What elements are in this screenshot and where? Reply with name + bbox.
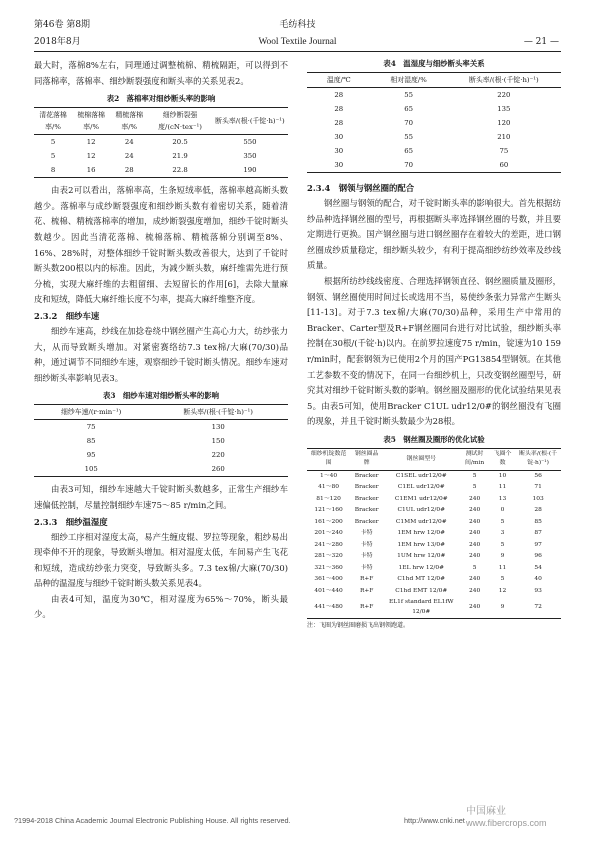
table-cell: 65 bbox=[404, 147, 413, 155]
table-cell: 240 bbox=[468, 507, 481, 514]
table-cell: 21.9 bbox=[172, 152, 188, 161]
table-cell: 28 bbox=[334, 105, 344, 113]
table5-note: 注：飞圈为钢丝圈磨损飞出钢领跑道。 bbox=[307, 622, 410, 630]
table-cell: 550 bbox=[243, 138, 257, 147]
table-row bbox=[307, 540, 561, 552]
table-cell: 85 bbox=[534, 518, 542, 525]
table-cell: C1hd MT 12/0# bbox=[397, 576, 446, 583]
table-cell: 卡特 bbox=[360, 530, 373, 537]
table2-header: 梳棉落棉率/% bbox=[72, 108, 110, 135]
table-row bbox=[307, 597, 561, 619]
table2 bbox=[34, 107, 288, 178]
header-journal-cn: 毛纺科技 bbox=[279, 20, 316, 30]
header-page-number: — 21 — bbox=[523, 37, 559, 47]
table-cell: 9 bbox=[490, 597, 515, 619]
table-cell: 71 bbox=[534, 484, 542, 491]
table-cell: 12 bbox=[86, 152, 96, 161]
table-row bbox=[307, 88, 561, 103]
table-cell: 87 bbox=[534, 530, 542, 537]
table-cell: 3 bbox=[500, 530, 505, 537]
table-cell: 24 bbox=[124, 138, 134, 147]
table4-header: 温度/℃ bbox=[307, 73, 371, 88]
table2-header: 清花落棉率/% bbox=[34, 108, 72, 135]
table-cell: 28 bbox=[110, 163, 148, 178]
table2-header: 断头率/(根·(千锭·h)⁻¹) bbox=[212, 108, 288, 135]
table-cell: 150 bbox=[211, 437, 225, 446]
table-cell: R+F bbox=[359, 587, 374, 594]
table3 bbox=[34, 404, 288, 477]
table-cell: 55 bbox=[404, 133, 413, 141]
table-row bbox=[307, 505, 561, 517]
table-cell: 8 bbox=[34, 163, 72, 178]
table-row bbox=[307, 494, 561, 506]
table5 bbox=[307, 448, 561, 620]
table-cell: 11 bbox=[498, 564, 507, 571]
table-cell: 55 bbox=[404, 91, 413, 99]
table-cell: 321～360 bbox=[314, 564, 343, 571]
table-cell: 28 bbox=[334, 91, 344, 99]
table-cell: 60 bbox=[447, 158, 561, 173]
table-cell: 260 bbox=[148, 462, 288, 477]
table-cell: Bracker bbox=[354, 507, 379, 514]
table5-header: 测试时间/min bbox=[459, 448, 489, 470]
table-cell: EL1f standard EL1fW 12/0# bbox=[383, 597, 459, 619]
table-cell: Bracker bbox=[354, 495, 379, 502]
table-cell: C1hd EMT 12/0# bbox=[395, 587, 448, 594]
table4 bbox=[307, 72, 561, 173]
table-cell: 190 bbox=[212, 163, 288, 178]
table-cell: 350 bbox=[243, 152, 257, 161]
table-cell: 161～200 bbox=[314, 518, 343, 525]
header-journal-en: Wool Textile Journal bbox=[258, 37, 337, 47]
table-row bbox=[307, 102, 561, 116]
table-cell: 24 bbox=[124, 152, 134, 161]
table-cell: 441～480 bbox=[307, 597, 350, 619]
table-cell: 5 bbox=[472, 472, 477, 479]
section-heading-2-3-3: 2.3.3 细纱温湿度 bbox=[34, 516, 108, 527]
table-cell: 93 bbox=[534, 587, 542, 594]
table-cell: Bracker bbox=[354, 484, 379, 491]
table-cell: 105 bbox=[34, 462, 148, 477]
table-row bbox=[307, 528, 561, 540]
table-cell: 81～120 bbox=[316, 495, 341, 502]
table-cell: 240 bbox=[468, 518, 481, 525]
footer-site-link[interactable]: http://www.cnki.net bbox=[404, 816, 465, 825]
paragraph-table2-discussion: 由表2可以看出，落棉率高，生条短绒率低，落棉率越高断头数越少。落棉率与成纱断裂强度和细纱断头数有着密切关系，随着清花、梳棉、精梳落棉率的增加，成纱断裂强度增加，细纱千锭时断头数越少。因此当清花落棉、梳棉落棉、精梳落棉分别调至8%、16%、28%时，对整体细纱千锭时断头数改善很大，达到了千锭时断头数200根以内的标准。因此，为减少断头数，麻纤维需先进行预分梳，实现大麻纤维的去粗留细、去短留长的作用[6]，去除大量麻皮和短绒，降低大麻纤维长度不匀率，提高大麻纤维整齐度。 bbox=[34, 185, 288, 305]
table-cell: 240 bbox=[468, 587, 481, 594]
table4-header: 断头率/(根·(千锭·h)⁻¹) bbox=[447, 73, 561, 88]
header-volume: 第46卷 第8期 bbox=[34, 20, 91, 30]
table-cell: 30 bbox=[307, 158, 371, 173]
table-cell: 240 bbox=[468, 576, 481, 583]
section-heading-2-3-4: 2.3.4 钢领与钢丝圈的配合 bbox=[307, 183, 415, 193]
table-cell: 5 bbox=[500, 518, 505, 525]
table-cell: R+F bbox=[350, 597, 383, 619]
footer-copyright: ?1994-2018 China Academic Journal Electronic Publishing House. All rights reserved. bbox=[14, 816, 291, 825]
table-cell: 54 bbox=[534, 564, 542, 571]
table-cell: 12 bbox=[86, 138, 96, 147]
table-cell: 卡特 bbox=[360, 553, 373, 560]
watermark-cn: 中国麻业 bbox=[466, 806, 506, 817]
paragraph-table3-discussion: 由表3可知，细纱车速越大千锭时断头数越多，正常生产细纱车速偏低控制，尽量控制细纱车速75～85 r/min之间。 bbox=[34, 484, 288, 510]
table-cell: C1MM udr12/0# bbox=[395, 518, 447, 525]
table-row bbox=[34, 163, 288, 178]
table-cell: 97 bbox=[534, 541, 542, 548]
table-cell: 96 bbox=[534, 553, 542, 560]
table5-header: 断头率/(根·(千锭·h)⁻¹) bbox=[515, 448, 561, 470]
table-cell: 75 bbox=[86, 423, 96, 432]
table-cell: 103 bbox=[532, 495, 544, 502]
table-row bbox=[307, 586, 561, 598]
table-cell: 135 bbox=[497, 105, 511, 113]
table3-caption: 表3 细纱车速对细纱断头率的影响 bbox=[102, 391, 219, 401]
table-row bbox=[34, 420, 288, 435]
table-row bbox=[307, 482, 561, 494]
table-cell: 28 bbox=[334, 119, 344, 127]
header-date: 2018年8月 bbox=[34, 37, 81, 47]
table-cell: 1UM hrw 12/0# bbox=[397, 553, 446, 560]
table-cell: 120 bbox=[497, 119, 511, 127]
table-cell: 卡特 bbox=[360, 564, 373, 571]
table2-header: 精梳落棉率/% bbox=[110, 108, 148, 135]
table-cell: C1EM1 udr12/0# bbox=[394, 495, 448, 502]
table-cell: 240 bbox=[468, 495, 481, 502]
table-cell: 22.8 bbox=[148, 163, 212, 178]
table-cell: 卡特 bbox=[360, 541, 373, 548]
intro-paragraph: 最大时，落棉8%左右，同理通过调整梳棉、精梳隔距，可以得到不同落棉率，落棉率、细纱断裂强度和断头率的关系见表2。 bbox=[34, 60, 288, 86]
table-cell: 5 bbox=[472, 564, 477, 571]
table5-caption: 表5 钢丝圈及圈形的优化试验 bbox=[383, 434, 485, 444]
table-cell: 1～40 bbox=[320, 472, 338, 479]
table5-header: 钢丝圈型号 bbox=[383, 448, 459, 470]
header-rule bbox=[34, 51, 561, 52]
left-column bbox=[34, 58, 288, 623]
table-cell: 40 bbox=[534, 576, 542, 583]
table-cell: 1EL hrw 12/0# bbox=[398, 564, 445, 571]
table-cell: 240 bbox=[468, 530, 481, 537]
table2-header: 细纱断裂强度/(cN·tex⁻¹) bbox=[148, 108, 212, 135]
table-row bbox=[307, 551, 561, 563]
table-cell: 121～160 bbox=[314, 507, 343, 514]
section-heading-2-3-2: 2.3.2 细纱车速 bbox=[34, 310, 100, 321]
table-cell: 240 bbox=[468, 553, 481, 560]
right-column bbox=[307, 58, 561, 630]
table-cell: 28 bbox=[534, 507, 542, 514]
table-cell: C1EL udr12/0# bbox=[397, 484, 445, 491]
table-row bbox=[34, 462, 288, 477]
table-row bbox=[34, 434, 288, 448]
paragraph-table4-discussion: 由表4可知，温度为30℃，相对湿度为65%～70%，断头最少。 bbox=[34, 593, 288, 620]
table-cell: 20.5 bbox=[172, 138, 188, 147]
table-cell: 95 bbox=[86, 451, 96, 460]
table-cell: 65 bbox=[404, 105, 413, 113]
table-cell: 1EM hrw 13/0# bbox=[397, 541, 446, 548]
table-row bbox=[307, 517, 561, 529]
table-cell: 201～240 bbox=[314, 530, 343, 537]
table-cell: 130 bbox=[211, 423, 225, 432]
paragraph-temp-humidity: 细纱工序相对湿度太高，易产生缠皮辊、罗拉等现象，粗纱易出现牵伸不开的现象，导致断头增加。相对湿度太低，车间易产生飞花和短绒，造成纺纱张力突变，导致断头多。7.3 tex棉/大麻(70/30)品种的温湿度与细纱千锭时断头数关系见表4。 bbox=[34, 531, 288, 589]
table-row bbox=[34, 135, 288, 150]
table-row bbox=[307, 574, 561, 586]
table-cell: 11 bbox=[498, 484, 507, 491]
table-cell: 56 bbox=[534, 472, 542, 479]
table-cell: 210 bbox=[497, 133, 511, 141]
table-cell: 240 bbox=[468, 541, 481, 548]
table4-header: 相对湿度/% bbox=[371, 73, 447, 88]
table-cell: 16 bbox=[72, 163, 110, 178]
table-cell: 12 bbox=[498, 587, 507, 594]
table-cell: Bracker bbox=[354, 472, 379, 479]
table-cell: 220 bbox=[497, 91, 511, 99]
table-cell: 401～440 bbox=[314, 587, 343, 594]
watermark-url: www.fibercrops.com bbox=[466, 818, 547, 828]
table-row bbox=[307, 563, 561, 575]
table-cell: C1UL udr12/0# bbox=[397, 507, 446, 514]
table-row bbox=[34, 149, 288, 163]
paragraph-ring-traveller: 钢丝圈与钢领的配合，对千锭时断头率的影响很大。首先根据纺纱品种选择钢丝圈的型号，再根据断头率选择钢丝圈的号数，并且要定期进行更换。国产钢丝圈与进口钢丝圈存在着较大的差距，进口钢丝圈成纱质量稳定，细纱断头较少，有利于提高细纱纺纱效率及纱线质量。 bbox=[307, 198, 561, 271]
table-cell: 241～280 bbox=[314, 541, 343, 548]
table-cell: 240 bbox=[459, 597, 489, 619]
table-cell: 75 bbox=[499, 147, 509, 155]
table-cell: 361～400 bbox=[314, 576, 343, 583]
table-cell: Bracker bbox=[354, 518, 379, 525]
table-cell: 5 bbox=[472, 484, 477, 491]
table2-caption: 表2 落棉率对细纱断头率的影响 bbox=[106, 94, 216, 104]
table-row bbox=[307, 144, 561, 158]
table-cell: C1SEL udr12/0# bbox=[395, 472, 447, 479]
table-row bbox=[307, 116, 561, 130]
table-cell: 10 bbox=[498, 472, 507, 479]
table-cell: 5 bbox=[50, 152, 56, 161]
table-cell: 0 bbox=[500, 507, 505, 514]
table4-caption: 表4 温湿度与细纱断头率关系 bbox=[383, 59, 485, 68]
table-cell: 5 bbox=[50, 138, 56, 147]
table-cell: 30 bbox=[334, 147, 344, 155]
table-cell: 85 bbox=[86, 437, 96, 446]
paragraph-traveller-test: 根据所纺纱线线密度、合理选择钢领直径、钢丝圈质量及圈形，钢领、钢丝圈使用时间过长或选用不当，易使纱条张力异常产生断头[11-13]。对于7.3 tex棉/大麻(70/30)品种，采用生产中常用的Bracker、Carter型及R+F钢丝圈同台进行对比试验，细纱断头率控制在30根/(千锭·h)以内。在前罗拉速度75 r/min，锭速为10 159 r/min时，配套钢领为已使用2个月的国产PG13854型钢领。在其他工艺参数不变的情况下，在同一台细纱机上，只改变钢丝圈型号，研究其对细纱千锭时断头数的影响。钢丝圈及圈形的优化试验结果见表5。由表5可知，使用Bracker C1UL udr12/0#的钢丝圈没有飞圈的现象，并且千锭时断头数最少为28根。 bbox=[307, 275, 561, 427]
table-cell: 220 bbox=[211, 451, 225, 460]
paragraph-spindle-speed: 细纱车速高，纱线在加捻卷绕中钢丝圈产生高心力大，纺纱张力大，从而导致断头增加。对紧密赛络纺7.3 tex棉/大麻(70/30)品种，通过调节不同细纱车速，观察细纱千锭时断头情况。细纱车速对细纱断头率影响见表3。 bbox=[34, 325, 288, 383]
table-cell: 5 bbox=[500, 576, 505, 583]
table-cell: 72 bbox=[515, 597, 561, 619]
table-row bbox=[307, 130, 561, 144]
table3-header: 断头率/(根·(千锭·h)⁻¹) bbox=[148, 405, 288, 420]
table5-header: 细纱机锭数范围 bbox=[307, 448, 350, 470]
table-cell: 5 bbox=[500, 541, 505, 548]
table-cell: 281～320 bbox=[314, 553, 343, 560]
table3-header: 细纱车速/(r·min⁻¹) bbox=[34, 405, 148, 420]
table-row bbox=[307, 470, 561, 482]
table-cell: 30 bbox=[334, 133, 344, 141]
table-cell: 13 bbox=[498, 495, 507, 502]
table-cell: 70 bbox=[371, 158, 447, 173]
table-cell: 70 bbox=[404, 119, 413, 127]
table5-header: 飞圈个数 bbox=[490, 448, 515, 470]
table-row bbox=[307, 158, 561, 173]
table-cell: R+F bbox=[359, 576, 374, 583]
table-cell: 1EM hrw 12/0# bbox=[397, 530, 446, 537]
table5-header: 钢丝圈品牌 bbox=[350, 448, 383, 470]
table-cell: 9 bbox=[500, 553, 505, 560]
table-row bbox=[34, 448, 288, 462]
table-cell: 41～80 bbox=[318, 484, 340, 491]
